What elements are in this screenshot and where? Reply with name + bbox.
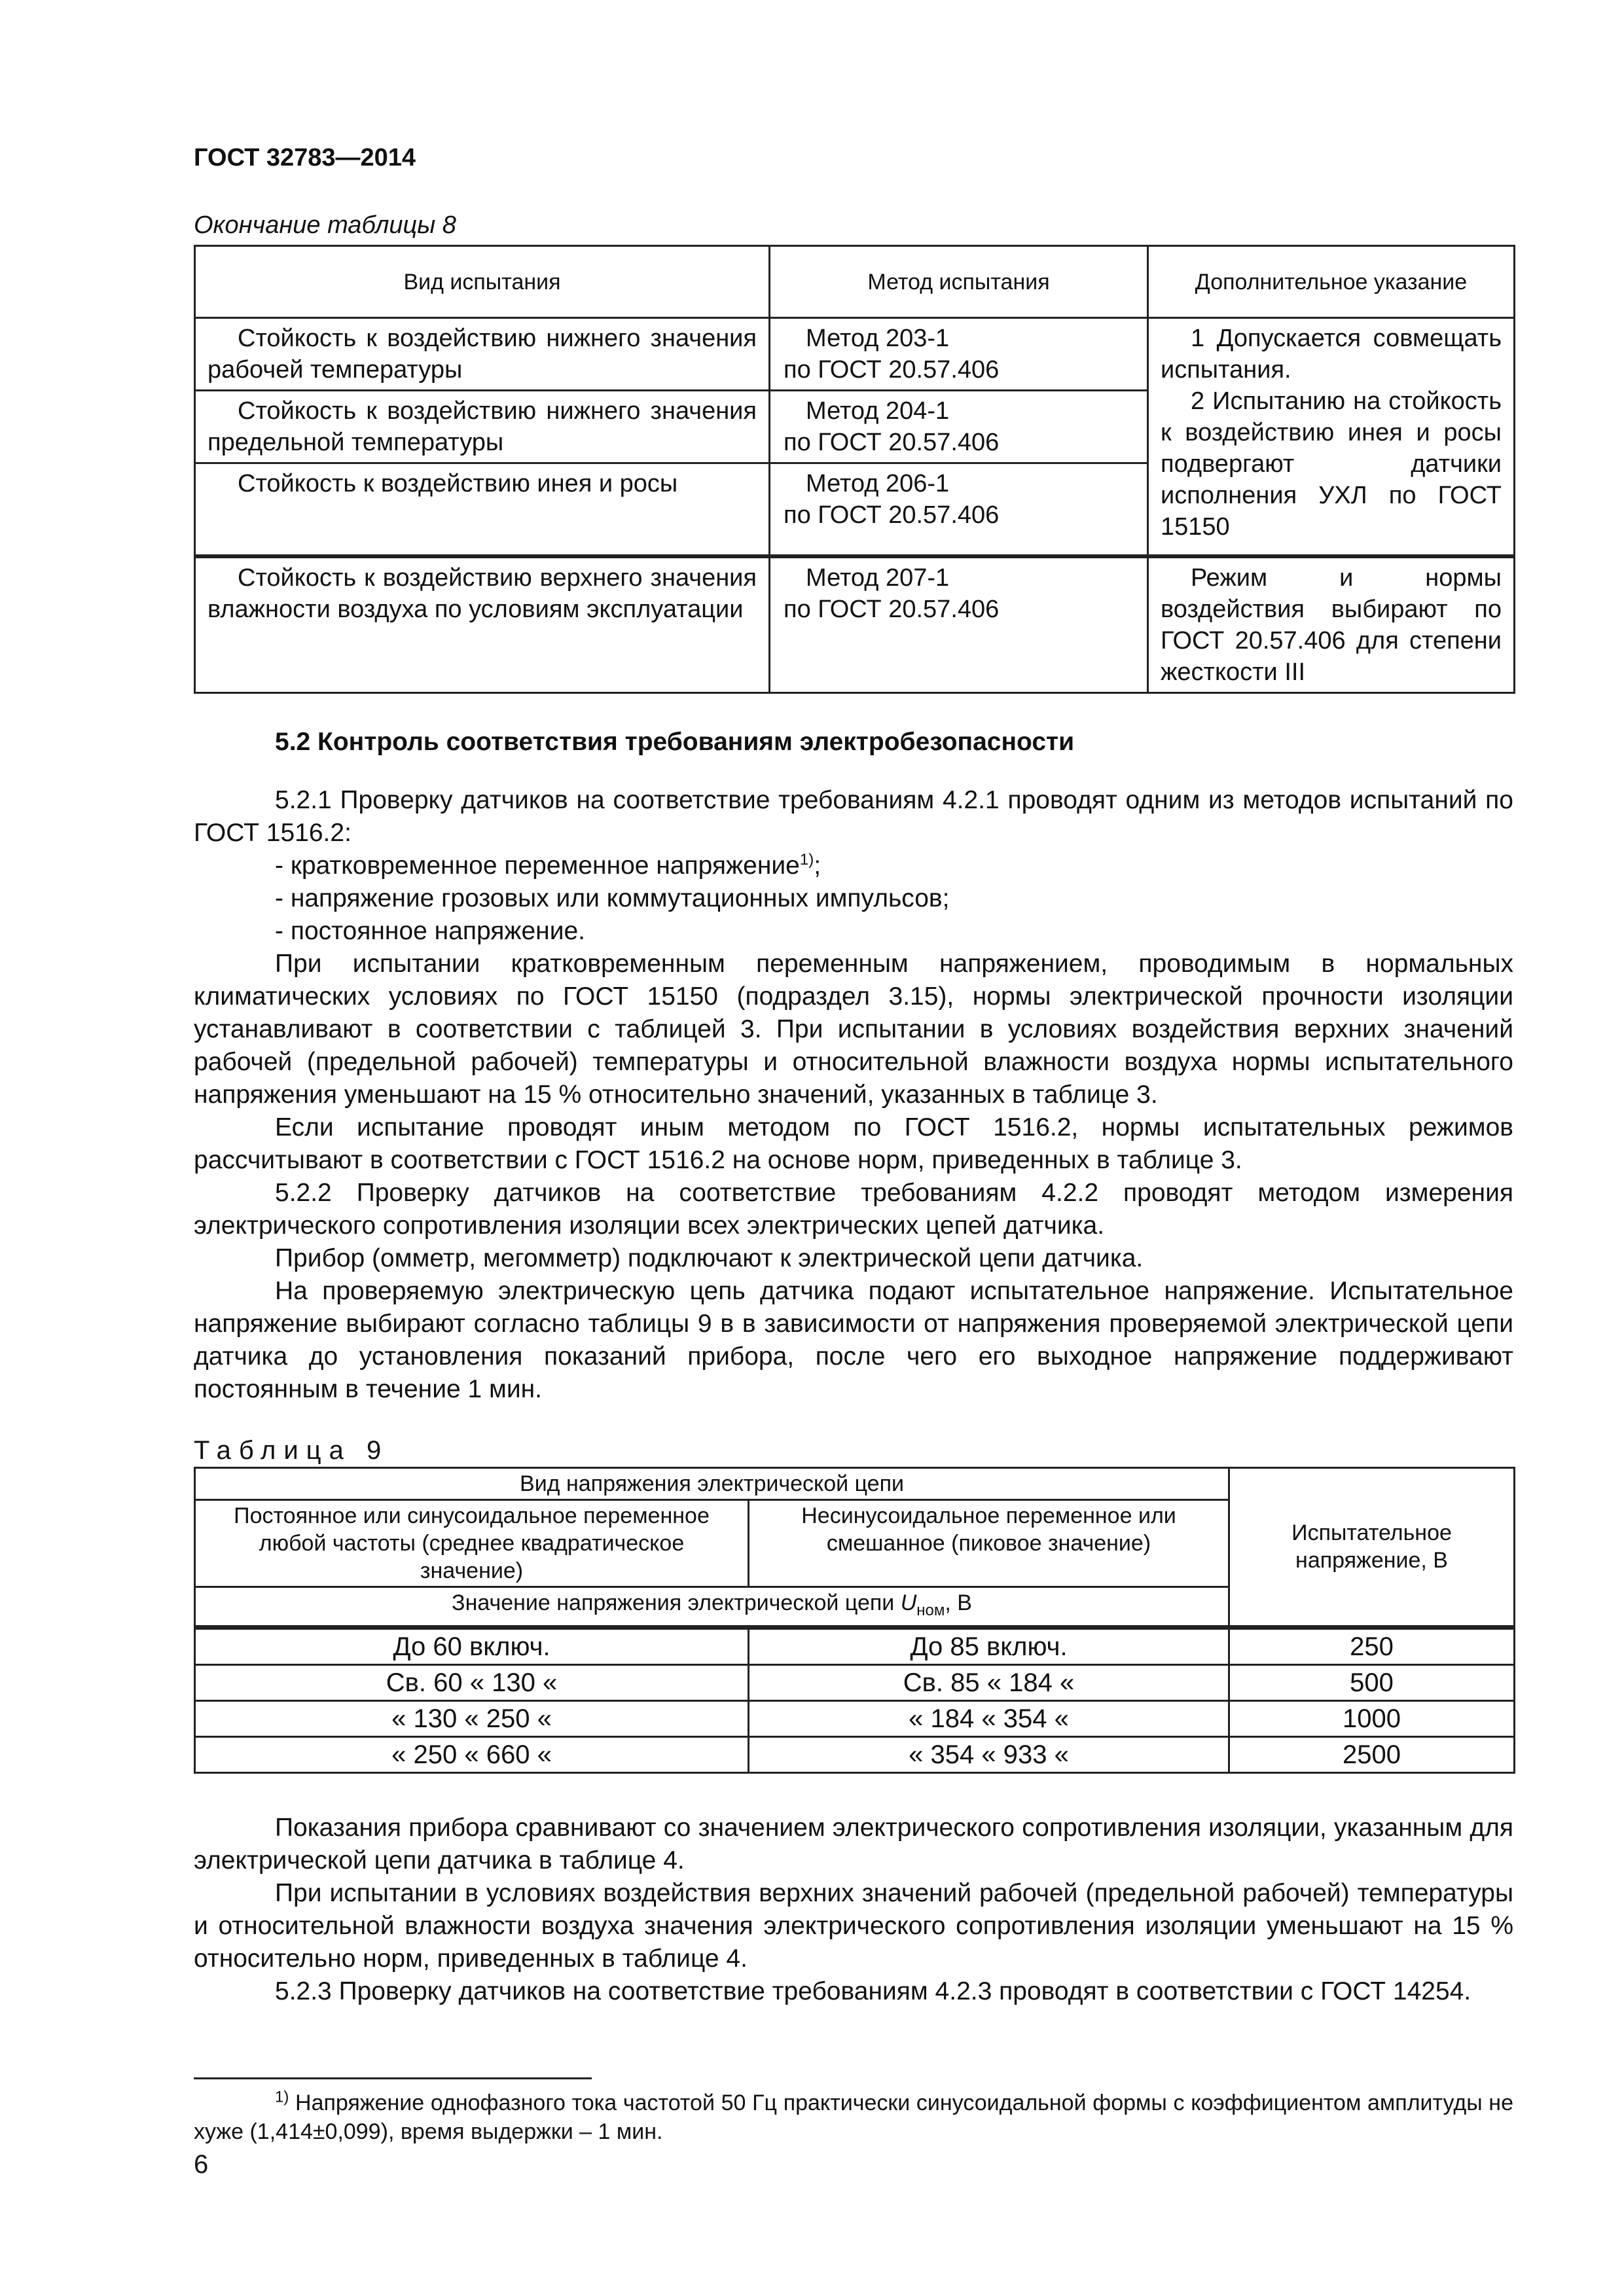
table8-method-line1: Метод 206-1 — [806, 470, 950, 497]
list-item — [275, 850, 1513, 882]
footnote-text: Напряжение однофазного тока частотой 50 Гц практически синусоидальной формы с коэффициентом амплитуды не хуже (1,414±0,099), время выдержки – 1 мин. — [194, 2090, 1513, 2145]
table9-subheader — [195, 1587, 1229, 1628]
table8-method-line1: Метод 207-1 — [806, 564, 950, 592]
document-header: ГОСТ 32783—2014 — [194, 144, 416, 171]
table8-test: Стойкость к воздействию нижнего значения рабочей температуры — [208, 325, 757, 384]
list-item-text: - кратковременное переменное напряжение — [275, 851, 800, 880]
table9-cell: « 354 « 933 « — [749, 1737, 1229, 1773]
table9-caption: Таблица 9 — [194, 1435, 389, 1465]
table9-subheader-text: Значение напряжения электрической цепи — [452, 1590, 901, 1615]
table8-method-line2: по ГОСТ 20.57.406 — [784, 429, 1000, 456]
footnote-divider — [194, 2077, 592, 2079]
table9-cell: 2500 — [1229, 1737, 1515, 1773]
table9-subheader-sub: ном — [916, 1601, 945, 1619]
table9-header-top: Вид напряжения электрической цепи — [195, 1467, 1229, 1499]
paragraph: Прибор (омметр, мегомметр) подключают к электрической цепи датчика. — [275, 1244, 1144, 1272]
table8-method-line2: по ГОСТ 20.57.406 — [784, 595, 1000, 623]
table9-header-nonsinusoidal: Несинусоидальное переменное или смешанное (пиковое значение) — [749, 1499, 1229, 1587]
table-row — [195, 318, 1515, 391]
footnote-mark: 1) — [799, 850, 814, 869]
paragraph: 5.2.2 Проверку датчиков на соответствие требованиям 4.2.2 проводят методом измерения электрического сопротивления изоляции всех электрических цепей датчика. — [194, 1178, 1513, 1240]
table9-cell: 1000 — [1229, 1701, 1515, 1737]
table9-subheader-var: U — [900, 1590, 917, 1615]
table8-method-line1: Метод 203-1 — [806, 325, 950, 352]
table9-header-test-voltage: Испытательное напряжение, В — [1229, 1467, 1515, 1628]
table8-header-method: Метод испытания — [770, 246, 1148, 318]
table8-header-test: Вид испытания — [195, 246, 770, 318]
table8-method-line2: по ГОСТ 20.57.406 — [784, 501, 1000, 529]
table8-merged-note-1: 1 Допускается совмещать испытания. — [1161, 325, 1502, 384]
document-page — [194, 144, 1513, 2179]
table9-cell: Св. 85 « 184 « — [749, 1665, 1229, 1701]
table8-test: Стойкость к воздействию инея и росы — [238, 470, 678, 497]
table9-cell: « 184 « 354 « — [749, 1701, 1229, 1737]
table8-note: Режим и нормы воздействия выбирают по ГОСТ 20.57.406 для степени жесткости III — [1161, 564, 1502, 686]
table9-cell: 500 — [1229, 1665, 1515, 1701]
table-row — [195, 1665, 1515, 1701]
table8-test: Стойкость к воздействию верхнего значения влажности воздуха по условиям эксплуатации — [208, 564, 757, 623]
table-row — [195, 1628, 1515, 1665]
table-8 — [194, 245, 1515, 694]
table-row — [195, 556, 1515, 693]
table-9 — [194, 1467, 1515, 1774]
table8-test: Стойкость к воздействию нижнего значения предельной температуры — [208, 397, 757, 456]
table9-cell: До 85 включ. — [749, 1628, 1229, 1665]
paragraph: 5.2.3 Проверку датчиков на соответствие требованиям 4.2.3 проводят в соответствии с ГОСТ 14254. — [275, 1977, 1471, 2006]
list-item: - постоянное напряжение. — [275, 916, 585, 945]
page-number: 6 — [194, 2150, 209, 2179]
table8-merged-note-2: 2 Испытанию на стойкость к воздействию инея и росы подвергают датчики исполнения УХЛ по ГОСТ 15150 — [1161, 387, 1502, 541]
table9-header-sinusoidal: Постоянное или синусоидальное переменное любой частоты (среднее квадратическое значение) — [195, 1499, 749, 1587]
table9-cell: « 130 « 250 « — [195, 1701, 749, 1737]
footnote — [194, 2089, 1513, 2146]
table9-cell: 250 — [1229, 1628, 1515, 1665]
paragraph: Если испытание проводят иным методом по ГОСТ 1516.2, нормы испытательных режимов рассчитывают в соответствии с ГОСТ 1516.2 на основе норм, приведенных в таблице 3. — [194, 1113, 1513, 1174]
paragraph: При испытании в условиях воздействия верхних значений рабочей (предельной рабочей) температуры и относительной влажности воздуха значения электрического сопротивления изоляции уменьшают на 15 % относительно норм, приведенных в таблице 4. — [194, 1879, 1513, 1973]
table8-method-line1: Метод 204-1 — [806, 397, 950, 425]
table8-method-line2: по ГОСТ 20.57.406 — [784, 356, 1000, 384]
paragraph: На проверяемую электрическую цепь датчика подают испытательное напряжение. Испытательное напряжение выбирают согласно таблицы 9 в в зависимости от напряжения проверяемой электрической цепи датчика до установления показаний прибора, после чего его выходное напряжение поддерживают постоянным в течение 1 мин. — [194, 1276, 1513, 1403]
table9-cell: Св. 60 « 130 « — [195, 1665, 749, 1701]
table9-cell: До 60 включ. — [195, 1628, 749, 1665]
list-item: - напряжение грозовых или коммутационных импульсов; — [275, 884, 950, 912]
section-title: 5.2 Контроль соответствия требованиям электробезопасности — [275, 727, 1075, 756]
paragraph: При испытании кратковременным переменным напряжением, проводимым в нормальных климатических условиях по ГОСТ 15150 (подраздел 3.15), нормы электрической прочности изоляции устанавливают в соответствии с таблицей 3. При испытании в условиях воздействия верхних значений рабочей (предельной рабочей) температуры и относительной влажности воздуха нормы испытательного напряжения уменьшают на 15 % относительно значений, указанных в таблице 3. — [194, 949, 1513, 1109]
table8-header-note: Дополнительное указание — [1148, 246, 1515, 318]
table9-subheader-suffix: , В — [945, 1590, 972, 1615]
table-row — [195, 1701, 1515, 1737]
paragraph: Показания прибора сравнивают со значением электрического сопротивления изоляции, указанным для электрической цепи датчика в таблице 4. — [194, 1814, 1513, 1875]
paragraph: 5.2.1 Проверку датчиков на соответствие требованиям 4.2.1 проводят одним из методов испытаний по ГОСТ 1516.2: — [194, 785, 1513, 847]
table9-cell: « 250 « 660 « — [195, 1737, 749, 1773]
table8-caption: Окончание таблицы 8 — [194, 211, 456, 239]
list-item-tail: ; — [814, 851, 821, 880]
footnote-mark: 1) — [275, 2088, 289, 2106]
table-row — [195, 1737, 1515, 1773]
